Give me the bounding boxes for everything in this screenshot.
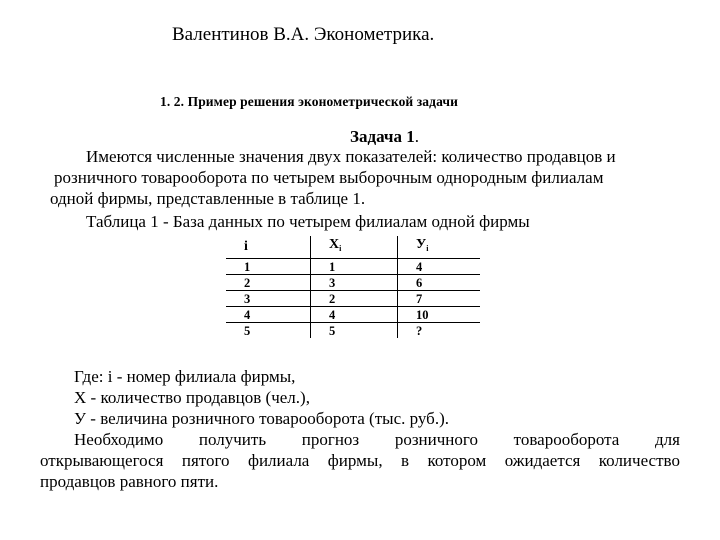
section-title: 1. 2. Пример решения эконометрической задачи (160, 94, 458, 109)
intro-line: одной фирмы, представленные в таблице 1. (50, 189, 366, 208)
header-y-label: У (416, 237, 427, 252)
cell-y: 10 (398, 307, 481, 323)
word: котором (427, 451, 487, 470)
legend-line: Где: i - номер филиала фирмы, (74, 367, 296, 386)
header-x-subscript: i (339, 244, 342, 253)
word: фирмы, (327, 451, 383, 470)
word: количество (598, 451, 680, 470)
table-row (226, 307, 480, 323)
cell-x: 3 (311, 275, 398, 291)
header-cell-y (398, 236, 481, 259)
legend-justified-line (40, 429, 680, 450)
header-x-label: X (329, 237, 340, 252)
cell-x: 2 (311, 291, 398, 307)
task-title (350, 127, 419, 147)
intro-paragraph (40, 146, 680, 209)
legend-justified-line (40, 450, 680, 471)
table-row (226, 323, 480, 339)
header-y-subscript: i (426, 244, 429, 253)
table-header-row (226, 236, 480, 259)
cell-y: 7 (398, 291, 481, 307)
table-row (226, 259, 480, 275)
word: розничного (394, 430, 478, 449)
word: для (655, 430, 680, 449)
legend-line: X - количество продавцов (чел.), (74, 388, 310, 407)
legend-line: У - величина розничного товарооборота (тыс. руб.). (74, 409, 449, 428)
cell-y: ? (398, 323, 481, 339)
table-caption: Таблица 1 - База данных по четырем филиалам одной фирмы (86, 212, 530, 231)
task-label: Задача 1 (350, 127, 415, 146)
cell-i: 1 (226, 259, 311, 275)
cell-y: 4 (398, 259, 481, 275)
legend-line: продавцов равного пяти. (40, 472, 219, 491)
intro-line: розничного товарооборота по четырем выборочным однородным филиалам (54, 168, 604, 187)
header-cell-x (311, 236, 398, 259)
table-row (226, 275, 480, 291)
word: прогноз (301, 430, 360, 449)
cell-i: 4 (226, 307, 311, 323)
cell-i: 3 (226, 291, 311, 307)
word: получить (198, 430, 267, 449)
word: в (401, 451, 410, 470)
cell-y: 6 (398, 275, 481, 291)
word: ожидается (504, 451, 581, 470)
data-table (226, 236, 480, 338)
word: филиала (247, 451, 310, 470)
word: пятого (181, 451, 230, 470)
word: Необходимо (74, 430, 164, 449)
legend-paragraph (40, 366, 680, 492)
cell-x: 4 (311, 307, 398, 323)
header-cell-i: i (226, 236, 311, 259)
table-row (226, 291, 480, 307)
cell-i: 2 (226, 275, 311, 291)
cell-x: 1 (311, 259, 398, 275)
cell-x: 5 (311, 323, 398, 339)
word: открывающегося (40, 451, 164, 470)
word: товарооборота (513, 430, 620, 449)
intro-line: Имеются численные значения двух показателей: количество продавцов и (86, 147, 616, 166)
task-label-dot: . (414, 127, 419, 146)
cell-i: 5 (226, 323, 311, 339)
document-header-title: Валентинов В.А. Эконометрика. (172, 24, 435, 45)
